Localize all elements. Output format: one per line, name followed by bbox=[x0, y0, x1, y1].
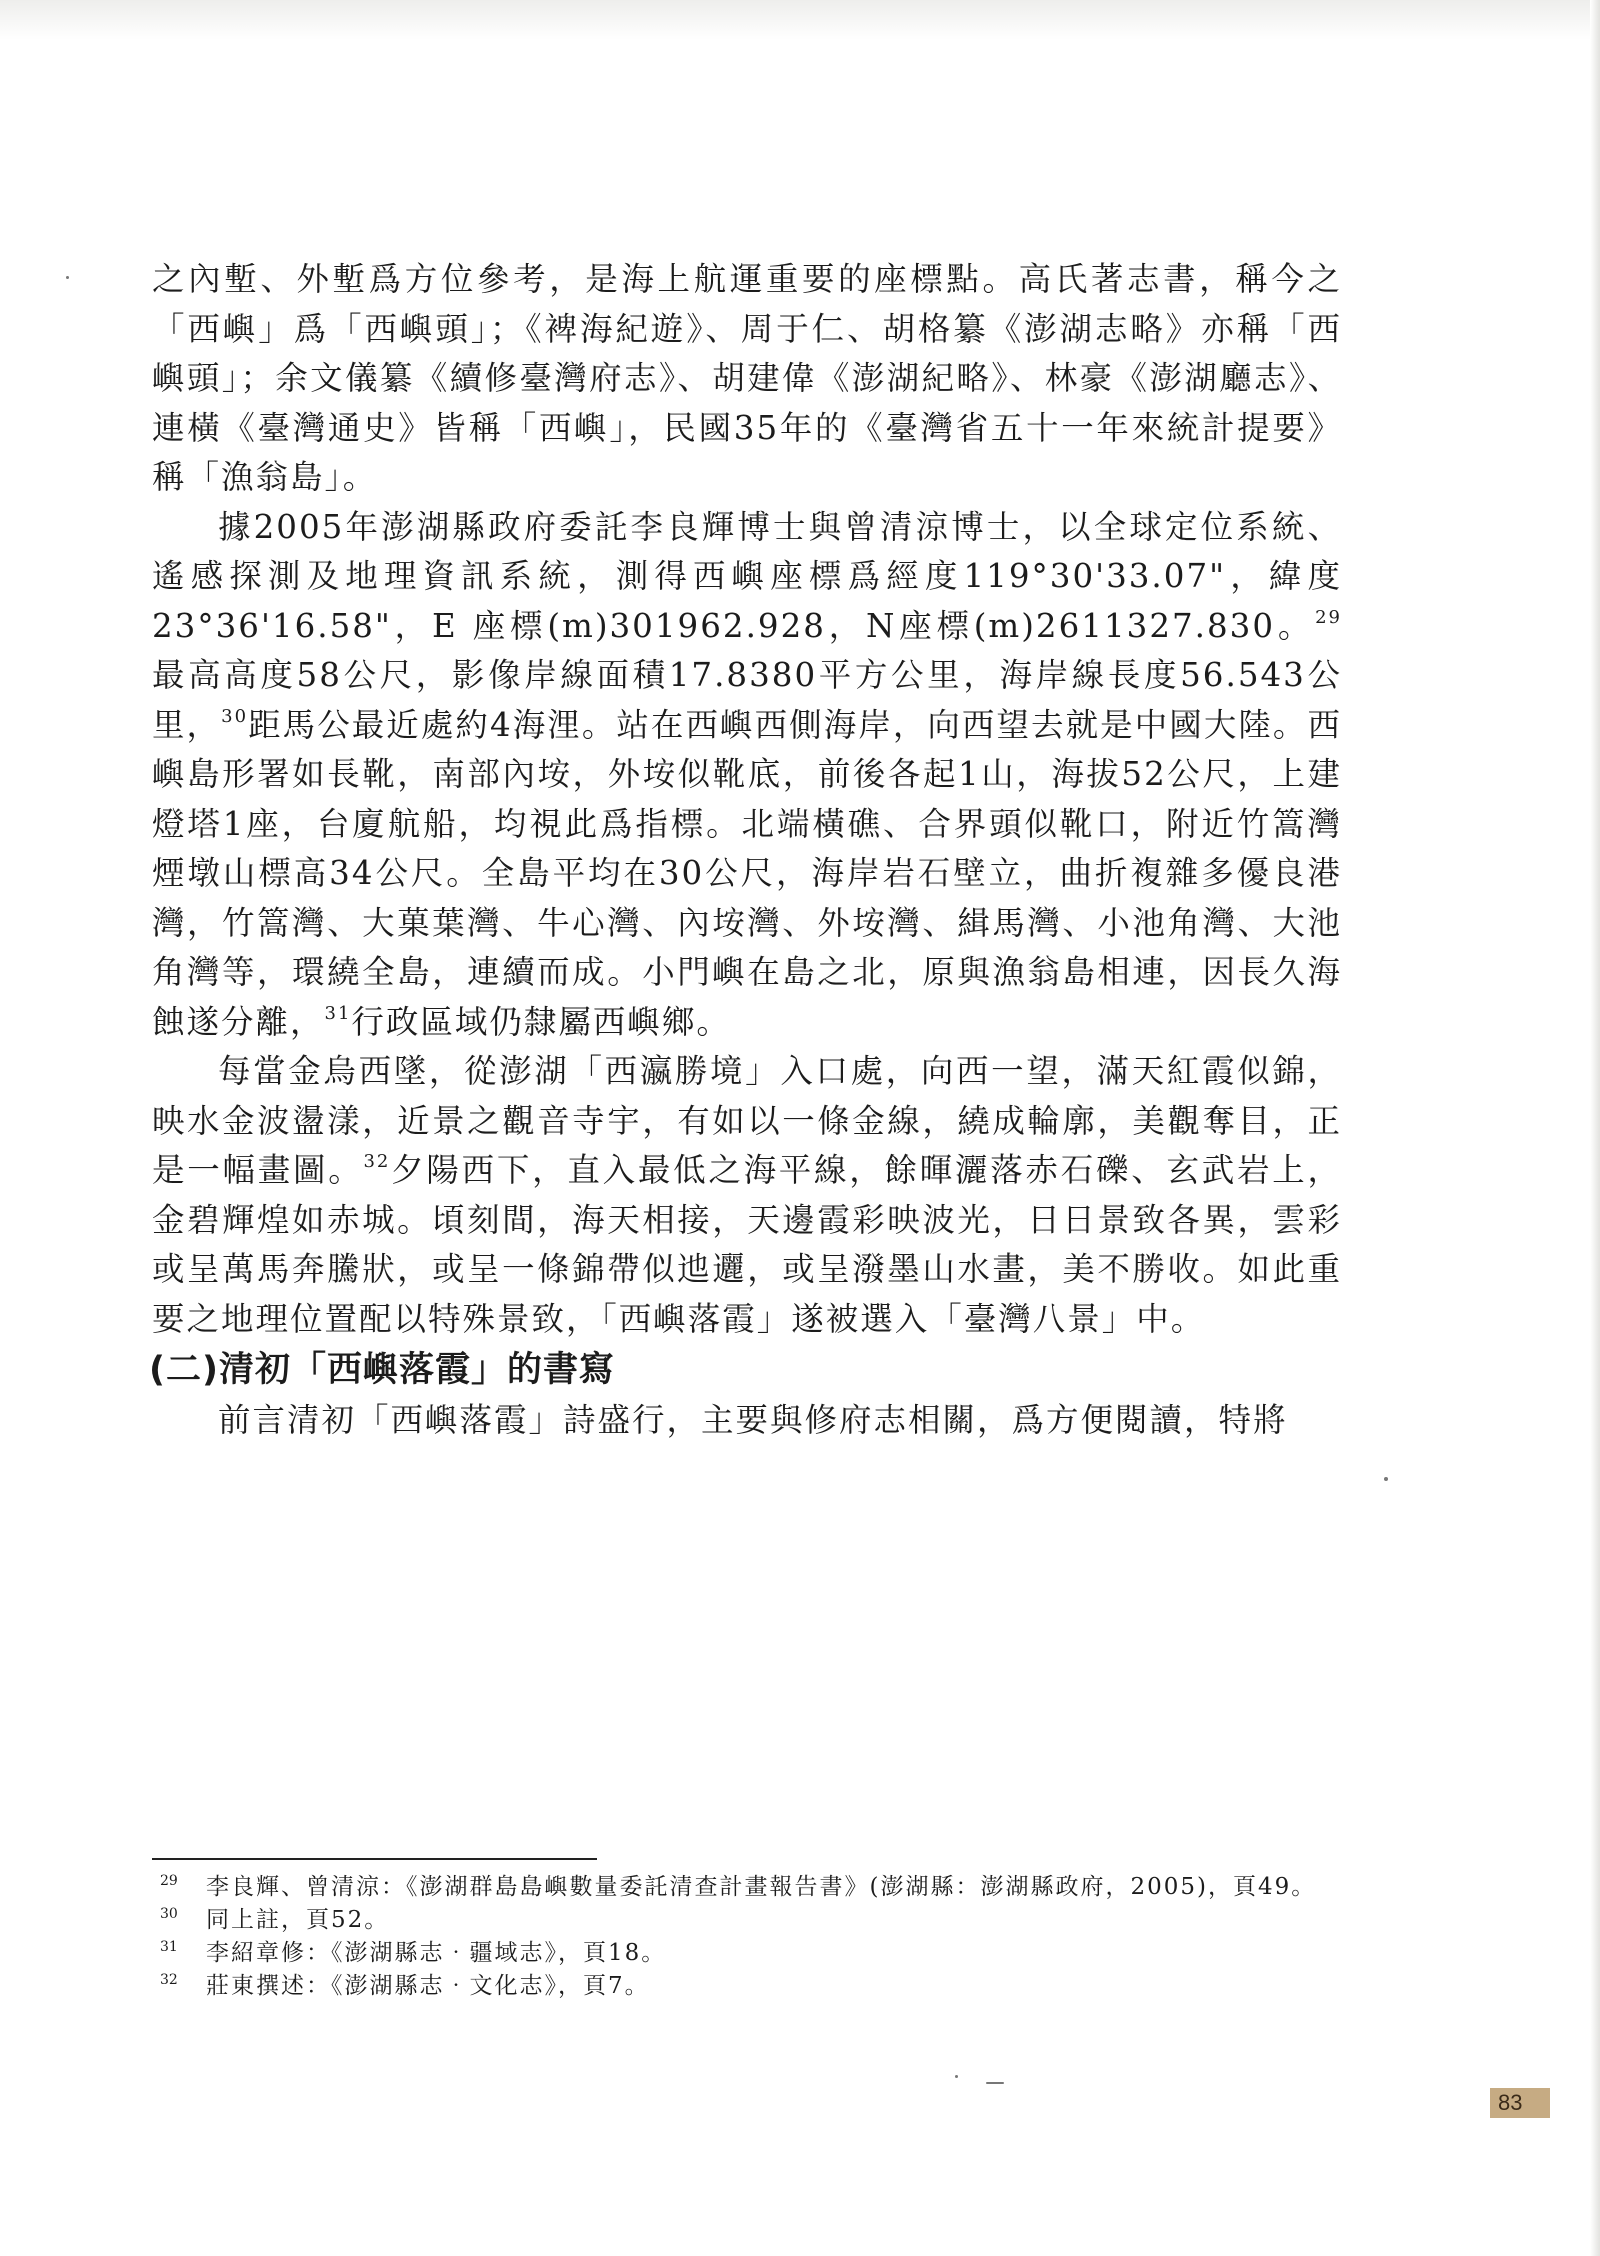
paragraph-2 bbox=[152, 503, 1342, 1048]
footnote-number: 31 bbox=[160, 1939, 178, 1955]
footnote-text: 同上註，頁52。 bbox=[206, 1907, 390, 1933]
paragraph-3-part-1: 每當金烏西墜，從澎湖「西瀛勝境」入口處，向西一望，滿天紅霞似錦，映水金波盪漾，近景之觀音寺宇，有如以一條金線，繞成輪廓，美觀奪目，正是一幅畫圖。 bbox=[152, 1052, 1342, 1189]
footnote-divider bbox=[152, 1858, 597, 1860]
paragraph-3 bbox=[152, 1047, 1342, 1344]
paragraph-4: 前言清初「西嶼落霞」詩盛行，主要與修府志相關，爲方便閱讀，特將 bbox=[218, 1401, 1288, 1439]
footnotes bbox=[152, 1872, 1342, 2004]
footnote-ref-29[interactable]: 29 bbox=[1315, 606, 1342, 628]
paragraph-2-part-1: 據2005年澎湖縣政府委託李良輝博士與曾清涼博士，以全球定位系統、遙感探測及地理資訊系統，測得西嶼座標爲經度119°30'33.07"，緯度23°36'16.58"，E 座標(m)301962.928，N座標(m)2611327.830。 bbox=[152, 507, 1342, 645]
footnote-text: 李良輝、曾清涼：《澎湖群島島嶼數量委託清查計畫報告書》(澎湖縣：澎湖縣政府，2005)，頁49。 bbox=[206, 1874, 1317, 1900]
footnote-ref-30[interactable]: 30 bbox=[221, 705, 249, 727]
body-text bbox=[149, 255, 1342, 1446]
paragraph-1: 之內塹、外塹爲方位參考，是海上航運重要的座標點。高氏著志書，稱今之「西嶼」爲「西嶼頭」；《裨海紀遊》、周于仁、胡格纂《澎湖志略》亦稱「西嶼頭」；余文儀纂《續修臺灣府志》、胡建偉《澎湖紀略》、林豪《澎湖廳志》、連橫《臺灣通史》皆稱「西嶼」，民國35年的《臺灣省五十一年來統計提要》稱「漁翁島」。 bbox=[152, 260, 1342, 496]
footnote-30 bbox=[152, 1905, 1342, 1936]
section-heading: (二)清初「西嶼落霞」的書寫 bbox=[149, 1350, 615, 1390]
scan-speck bbox=[1384, 1477, 1388, 1481]
footnote-31 bbox=[152, 1938, 1342, 1969]
footnote-number: 29 bbox=[160, 1873, 178, 1889]
scan-edge-top bbox=[0, 0, 1600, 40]
scan-speck bbox=[66, 276, 69, 279]
scan-speck bbox=[986, 2082, 1004, 2084]
scan-speck bbox=[955, 2075, 958, 2078]
paragraph-2-part-2: 最高高度58公尺，影像岸線面積17.8380平方公里，海岸線長度56.543公里， bbox=[152, 656, 1342, 744]
footnote-number: 30 bbox=[160, 1906, 178, 1922]
scan-edge-right bbox=[1590, 0, 1600, 2256]
footnote-number: 32 bbox=[160, 1972, 178, 1988]
footnote-text: 李紹章修：《澎湖縣志‧疆域志》，頁18。 bbox=[206, 1940, 667, 1966]
footnote-ref-32[interactable]: 32 bbox=[363, 1151, 391, 1172]
page-number: 83 bbox=[1498, 2090, 1523, 2115]
footnote-text: 莊東撰述：《澎湖縣志‧文化志》，頁7。 bbox=[206, 1973, 650, 1999]
paragraph-2-part-4: 行政區域仍隸屬西嶼鄉。 bbox=[351, 1002, 731, 1041]
page-number-badge bbox=[1490, 2088, 1550, 2118]
footnote-32 bbox=[152, 1971, 1342, 2002]
paragraph-2-part-3: 距馬公最近處約4海浬。站在西嶼西側海岸，向西望去就是中國大陸。西嶼島形署如長靴，南部內垵，外垵似靴底，前後各起1山，海拔52公尺，上建燈塔1座，台廈航船，均視此爲指標。北端橫礁、合界頭似靴口，附近竹篙灣煙墩山標高34公尺。全島平均在30公尺，海岸岩石壁立，曲折複雜多優良港灣，竹篙灣、大菓葉灣、牛心灣、內垵灣、外垵灣、緝馬灣、小池角灣、大池角灣等，環繞全島，連續而成。小門嶼在島之北，原與漁翁島相連，因長久海蝕遂分離， bbox=[152, 705, 1342, 1041]
footnote-29 bbox=[152, 1872, 1342, 1903]
footnote-ref-31[interactable]: 31 bbox=[324, 1002, 352, 1024]
paragraph-3-part-2: 夕陽西下，直入最低之海平線，餘暉灑落赤石礫、玄武岩上，金碧輝煌如赤城。頃刻間，海天相接，天邊霞彩映波光，日日景致各異，雲彩或呈萬馬奔騰狀，或呈一條錦帶似迆邐，或呈潑墨山水畫，美不勝收。如此重要之地理位置配以特殊景致，「西嶼落霞」遂被選入「臺灣八景」中。 bbox=[152, 1151, 1342, 1338]
